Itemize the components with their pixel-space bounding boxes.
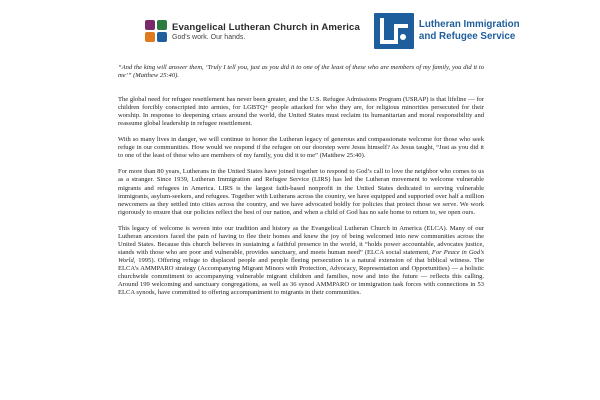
paragraph-honor-legacy: With so many lives in danger, we will continue to honor the Lutheran legacy of generous and compassionate welcome for those who seek refuge in our communities. How would we respond if the refugee on our doorstep were Jesus himself? As Jesus taught, “Just as you did it to one of the least of these who are members of my family, you did it to me” (Matthew 25:40). (118, 136, 484, 160)
lirs-emblem-icon (374, 13, 414, 49)
elca-logo (145, 20, 360, 42)
lirs-name-line2: and Refugee Service (418, 31, 516, 42)
elca-tagline: God's work. Our hands. (172, 33, 246, 41)
social-statement-title: For Peace in God’s World (118, 248, 484, 264)
elca-cross-icon (145, 20, 167, 42)
letter-body (118, 64, 484, 297)
paragraph-refugee-need: The global need for refugee resettlement has never been greater, and the U.S. Refugee Admissions Program (USRAP) is that lifeline — for children forcibly conscripted into armies, for LGBTQ+ people attacked for who they are, for religious minorities persecuted for their worship. In response to deepening crises around the world, the United States must reclaim its humanitarian and moral responsibility and reassume global leadership in refugee resettlement. (118, 96, 484, 128)
paragraph-elca-legacy (118, 225, 484, 297)
scripture-quote: “And the king will answer them, ‘Truly I tell you, just as you did it to one of the least of these who are members of my family, you did it to me’” (Matthew 25:40). (118, 64, 484, 80)
elca-legacy-text-end: , 1995). Offering refuge to displaced people and people fleeing persecution is a natural extension of that biblical witness. The ELCA’s AMMPARO strategy (Accompanying Migrant Minors with Protection, Advocacy, Representation and Opportunities) — a holistic churchwide commitment to accompanying vulnerable migrant children and families, now and into the future — reflects this calling. Around 199 welcoming and sanctuary congregations, as well as 36 synod AMMPARO or immigration task forces with connections in 53 ELCA synods, have committed to offering accompaniment to migrants in their communities. (118, 256, 484, 297)
lirs-name-line1: Lutheran Immigration (418, 19, 520, 30)
paragraph-lirs-history: For more than 80 years, Lutherans in the United States have joined together to respond to God’s call to love the neighbor who comes to us as a stranger. Since 1939, Lutheran Immigration and Refugee Service (LIRS) has led the Lutheran movement to welcome vulnerable migrants and refugees in America. LIRS is the largest faith-based nonprofit in the United States dedicated to serving vulnerable immigrants, asylum-seekers, and refugees. Together with Lutherans across the country, we have equipped and supported over half a million newcomers as they settled into cities across the country, and we have advocated boldly for policies that protect those we serve. We work rigorously to ensure that our policies reflect the best of our nation, and when a child of God has no safe home to return to, we open ours. (118, 168, 484, 216)
lirs-logo (374, 13, 520, 49)
elca-name: Evangelical Lutheran Church in America (172, 21, 360, 33)
elca-legacy-text-start: This legacy of welcome is woven into our tradition and history as the Evangelical Lutheran Church in America (ELCA). Many of our Lutheran ancestors faced the pain of having to flee their homes and knew the joy of being welcomed into new communities across the United States. Because this church believes in sustaining a faithful presence in the world, it “holds power accountable, advocates justice, stands with those who are poor and vulnerable, provides sanctuary, and meets human need” (ELCA social statement, (118, 224, 484, 256)
header-logos (145, 11, 520, 51)
